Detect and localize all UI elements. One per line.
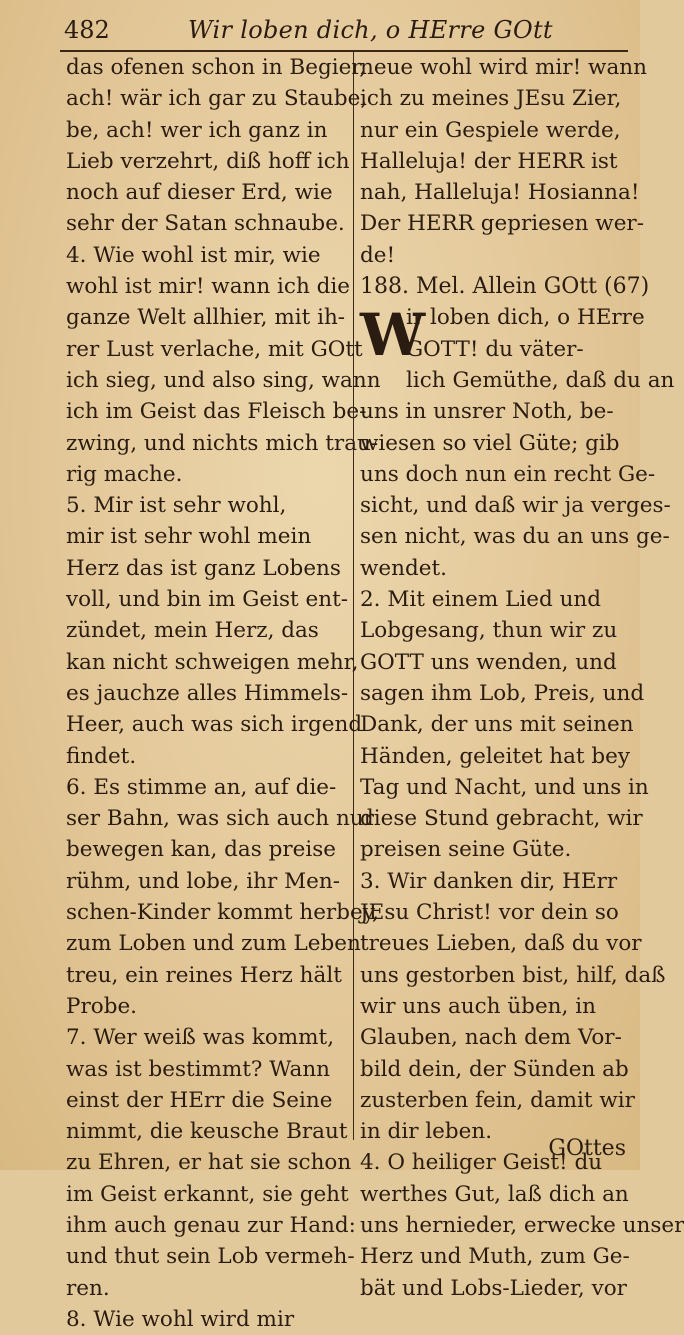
text-line: ren. [66,1275,110,1301]
right-column [360,52,684,1304]
text-line: treues Lieben, daß du vor [360,931,642,957]
text-line: nah, Halleluja! Hosianna! [360,180,640,206]
text-line: ich im Geist das Fleisch be- [66,399,367,425]
text-line: GOTT! du väter- [406,336,584,362]
hymn-heading: 188. Mel. Allein GOtt (67) [360,274,650,300]
text-line: de! [360,242,396,268]
catchword: GOttes [548,1136,626,1161]
text-line: uns gestorben bist, hilf, daß [360,962,666,988]
text-line: Glauben, nach dem Vor- [360,1025,622,1051]
text-line: Tag und Nacht, und uns in [360,774,649,800]
text-line: 6. Es stimme an, auf die- [66,774,337,800]
text-line: Dank, der uns mit seinen [360,712,634,738]
text-line: schen-Kinder kommt herbey, [66,900,379,926]
text-line: werthes Gut, laß dich an [360,1181,629,1207]
text-line: GOTT uns wenden, und [360,649,617,675]
text-line: in dir leben. [360,1119,493,1145]
text-line: wendet. [360,555,447,581]
text-line: wir uns auch üben, in [360,993,596,1019]
text-line: sehr der Satan schnaube. [66,211,345,237]
text-line: das ofenen schon in Begier, [66,55,367,80]
text-line: 8. Wie wohl wird mir [66,1306,295,1332]
text-line: kan nicht schweigen mehr, [66,649,359,675]
text-line: bät und Lobs-Lieder, vor [360,1275,627,1301]
text-line: bewegen kan, das preise [66,837,336,863]
text-line: mir ist sehr wohl mein [66,524,312,550]
text-line: was ist bestimmt? Wann [66,1056,331,1082]
text-line: JEsu Christ! vor dein so [360,900,619,926]
text-line: 4. O heiliger Geist! du [360,1150,603,1176]
text-line: ich zu meines JEsu Zier, [360,86,622,112]
text-line: Herz und Muth, zum Ge- [360,1244,630,1270]
text-line: rer Lust verlache, mit GOtt [66,336,363,362]
text-line: findet. [66,743,137,769]
text-line: 3. Wir danken dir, HErr [360,868,618,894]
text-line: zum Loben und zum Leben [66,931,361,957]
text-line: lich Gemüthe, daß du an [406,367,675,393]
text-line: Heer, auch was sich irgend [66,712,363,738]
text-line: Herz das ist ganz Lobens [66,555,341,581]
text-line: Der HERR gepriesen wer- [360,211,644,237]
text-line: noch auf dieser Erd, wie [66,180,333,206]
text-line: wohl ist mir! wann ich die [66,274,351,300]
column-divider [353,52,354,1140]
page-number: 482 [64,16,110,44]
text-line: diese Stund gebracht, wir [360,806,643,832]
text-line: Lieb verzehrt, diß hoff ich [66,148,350,174]
running-head: Wir loben dich, o HErre GOtt [188,16,553,44]
text-line: zwing, und nichts mich trau- [66,430,379,456]
text-line: Halleluja! der HERR ist [360,148,618,174]
text-line: ich sieg, und also sing, wann [66,367,381,393]
text-line: treu, ein reines Herz hält [66,962,342,988]
text-line: zusterben fein, damit wir [360,1087,635,1113]
text-line: Lobgesang, thun wir zu [360,618,618,644]
text-line: ach! wär ich gar zu Staube, [66,86,368,112]
text-line: Probe. [66,993,138,1019]
text-line: uns in unsrer Noth, be- [360,399,614,425]
text-line: ihm auch genau zur Hand: [66,1212,356,1238]
text-line: rig mache. [66,461,183,487]
text-line: nimmt, die keusche Braut [66,1119,348,1145]
text-line: wiesen so viel Güte; gib [360,430,620,456]
text-line: im Geist erkannt, sie geht [66,1181,349,1207]
text-line: bild dein, der Sünden ab [360,1056,629,1082]
text-line: be, ach! wer ich ganz in [66,117,328,143]
text-line: ir loben dich, o HErre [406,305,645,331]
text-line: 7. Wer weiß was kommt, [66,1025,335,1051]
text-line: Händen, geleitet hat bey [360,743,630,769]
text-line: einst der HErr die Seine [66,1087,333,1113]
left-column [66,52,381,1335]
text-line: rühm, und lobe, ihr Men- [66,868,340,894]
text-line: ser Bahn, was sich auch nur [66,806,374,832]
text-line: 4. Wie wohl ist mir, wie [66,242,321,268]
text-line: es jauchze alles Himmels- [66,680,349,706]
drop-capital: W [360,301,426,370]
text-line: sicht, und daß wir ja verges- [360,493,671,519]
text-line: uns hernieder, erwecke unser [360,1212,684,1238]
text-line: 2. Mit einem Lied und [360,587,602,613]
text-line: zündet, mein Herz, das [66,618,319,644]
text-line: sen nicht, was du an uns ge- [360,524,670,550]
text-line: nur ein Gespiele werde, [360,117,621,143]
text-line: sagen ihm Lob, Preis, und [360,680,645,706]
text-line: 5. Mir ist sehr wohl, [66,493,287,519]
text-line: zu Ehren, er hat sie schon [66,1150,352,1176]
text-line: voll, und bin im Geist ent- [66,587,348,613]
text-line: ganze Welt allhier, mit ih- [66,305,346,331]
text-line: neue wohl wird mir! wann [360,55,647,80]
text-line: und thut sein Lob vermeh- [66,1244,355,1270]
text-line: preisen seine Güte. [360,837,572,863]
text-line: uns doch nun ein recht Ge- [360,461,656,487]
